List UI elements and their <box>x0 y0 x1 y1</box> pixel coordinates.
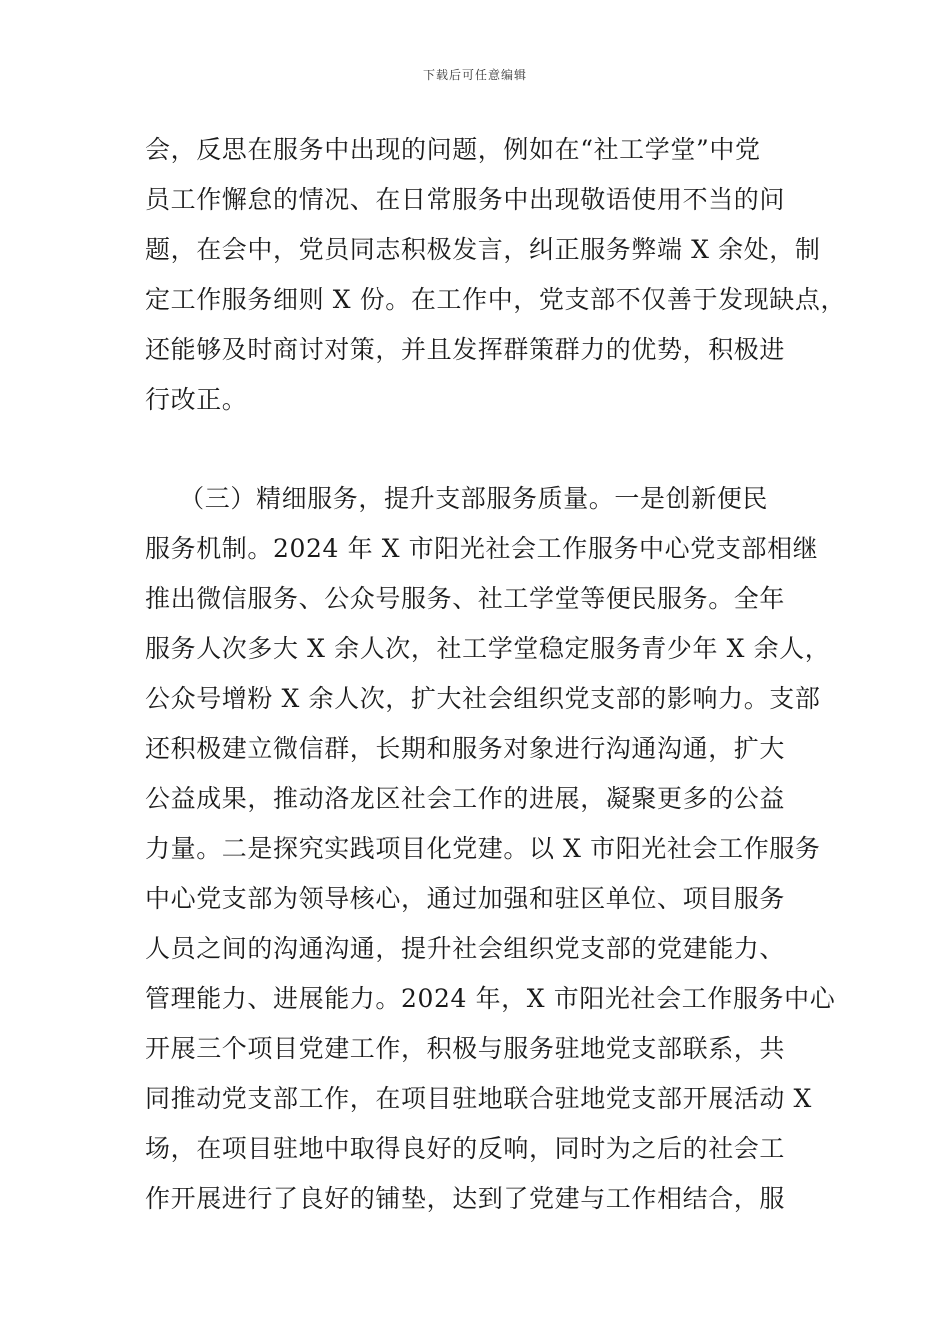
text-line: 场，在项目驻地中取得良好的反响，同时为之后的社会工 <box>145 1134 786 1163</box>
text-line: 还积极建立微信群，长期和服务对象进行沟通沟通，扩大 <box>145 734 786 763</box>
text-line: 服务人次多大 X 余人次，社工学堂稳定服务青少年 X 余人， <box>145 634 831 663</box>
text-line: 公众号增粉 X 余人次，扩大社会组织党支部的影响力。支部 <box>145 684 821 713</box>
text-line: 定工作服务细则 X 份。在工作中，党支部不仅善于发现缺点， <box>145 285 847 314</box>
text-line: 同推动党支部工作，在项目驻地联合驻地党支部开展活动 X <box>145 1084 812 1113</box>
text-line: 人员之间的沟通沟通，提升社会组织党支部的党建能力、 <box>145 934 786 963</box>
text-line: 开展三个项目党建工作，积极与服务驻地党支部联系，共 <box>145 1034 786 1063</box>
text-line: 行改正。 <box>145 385 248 414</box>
text-line: （三）精细服务，提升支部服务质量。一是创新便民 <box>145 484 768 513</box>
text-line: 还能够及时商讨对策，并且发挥群策群力的优势，积极进 <box>145 335 786 364</box>
text-line: 推出微信服务、公众号服务、社工学堂等便民服务。全年 <box>145 584 786 613</box>
text-line: 管理能力、进展能力。2024 年，X 市阳光社会工作服务中心 <box>145 984 836 1013</box>
page-header: 下载后可任意编辑 <box>422 68 527 82</box>
text-line: 会，反思在服务中出现的问题，例如在“社工学堂”中党 <box>145 135 761 164</box>
text-line: 力量。二是探究实践项目化党建。以 X 市阳光社会工作服务 <box>145 834 821 863</box>
text-line: 中心党支部为领导核心，通过加强和驻区单位、项目服务 <box>145 884 786 913</box>
text-line: 作开展进行了良好的铺垫，达到了党建与工作相结合，服 <box>145 1184 786 1213</box>
text-line: 题，在会中，党员同志积极发言，纠正服务弊端 X 余处，制 <box>145 235 821 264</box>
text-line: 员工作懈怠的情况、在日常服务中出现敬语使用不当的问 <box>145 185 786 214</box>
text-line: 公益成果，推动洛龙区社会工作的进展，凝聚更多的公益 <box>145 784 786 813</box>
text-line: 服务机制。2024 年 X 市阳光社会工作服务中心党支部相继 <box>145 534 819 563</box>
